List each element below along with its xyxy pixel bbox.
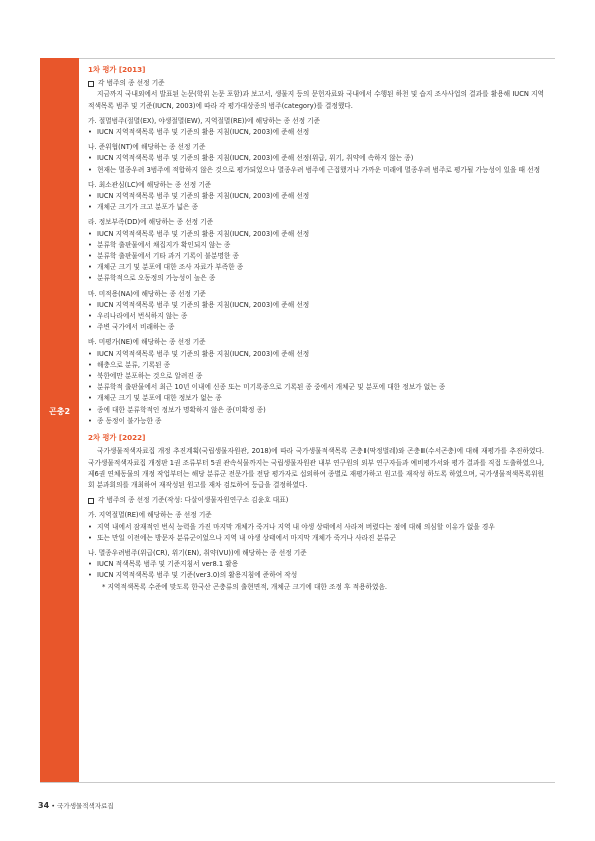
criteria-group-heading: 마. 미적용(NA)에 해당하는 종 선정 기준 [88,289,206,298]
section2-intro: 국가생물적색자료집 개정 추진계획(국립생물자원관, 2018)에 따라 국가생물적색목록 곤충Ⅱ(딱정벌레)와 곤충Ⅲ(수서곤충)에 대해 재평가를 추진하였다. 국가생물적색자료집 개정판 1권 조류부터 5권 관속식물까지는 국립생물자원관 내부 연구원의 외부 연구자들과 예비평가서와 평가 결과를 직접 도출하였으나, 제6권 연체동물의 개정 작업부터는 해당 분류군 전문가를 전담 평가자로 섭외하여 종별로 재평가하고 원고를 재작성 하도록 하였으며, 국가생물적색목록위원회 분과회의를 개최하여 재작성된 원고를 재차 검토하여 등급을 결정하였다. [88,447,544,489]
footer-separator: • [51,802,56,810]
section2-title: 2차 평가 [2022] [88,433,146,443]
criteria-group [88,337,544,427]
criteria-note: * 지역적색목록 수준에 맞도록 한국산 곤충류의 출현면적, 개체군 크기에 대한 조정 후 적용하였음. [102,582,388,591]
list-item: • 또는 만일 이전에는 방문자 분류군이었으나 지역 내 야생 상태에서 마지막 개체가 죽거나 사라진 분류군 [88,533,544,544]
sidebar-label: 곤충2 [48,407,71,416]
checkbox-square-icon [88,498,94,504]
page-footer [38,801,114,810]
list-item: • 개체군 크기 및 분포에 대한 조사 자료가 부족한 종 [88,262,544,273]
section2-groups [88,510,544,592]
list-item: • 분류학적으로 오동정의 가능성이 높은 종 [88,273,544,284]
criteria-group [88,217,544,284]
criteria-group-heading: 나. 멸종우려범주(위급(CR), 위기(EN), 취약(VU))에 해당하는 종 선정 기준 [88,548,307,557]
list-item: • 종 동정이 불가능한 종 [88,416,544,427]
criteria-group [88,548,544,593]
section1-title: 1차 평가 [2013] [88,65,146,74]
list-item: • 개체군 크기가 크고 분포가 넓은 종 [88,202,544,213]
category-sidebar [40,58,79,782]
list-item: • 분류학 출판물에서 채집지가 확인되지 않는 종 [88,240,544,251]
criteria-group-heading: 다. 최소관심(LC)에 해당하는 종 선정 기준 [88,180,212,189]
list-item: • IUCN 지역적색목록 범주 및 기준의 활용 지침(IUCN, 2003)에 준해 선정 [88,229,544,240]
criteria-group-heading: 나. 준위협(NT)에 해당하는 종 선정 기준 [88,143,206,152]
list-item: • IUCN 적색목록 범주 및 기준지침서 ver8.1 활용 [88,559,544,570]
list-item: • IUCN 지역적색목록 범주 및 기준의 활용 지침(IUCN, 2003)에 준해 선정(위급, 위기, 취약에 속하지 않는 종) [88,153,544,164]
criteria-group-heading: 바. 미평가(NE)에 해당하는 종 선정 기준 [88,338,206,347]
criteria-group-heading: 가. 지역절멸(RE)에 해당하는 종 선정 기준 [88,511,212,520]
criteria-group [88,142,544,176]
list-item: • IUCN 지역적색목록 범주 및 기준의 활용 지침(IUCN, 2003)에 준해 선정 [88,191,544,202]
list-item: • IUCN 지역적색목록 범주 및 기준의 활용 지침(IUCN, 2003)에 준해 선정 [88,349,544,360]
section1-criteria [88,78,544,89]
criteria-group [88,180,544,214]
section2-criteria [88,495,544,506]
footer-title: 국가생물적색자료집 [57,802,114,810]
list-item: • 주변 국가에서 비래하는 종 [88,322,544,333]
section1-criteria-label: 각 범주의 종 선정 기준 [98,79,165,88]
list-item: • 북한에만 분포하는 것으로 알려진 종 [88,371,544,382]
page-number: 34 [38,801,50,810]
criteria-group [88,510,544,544]
list-item: • 해충으로 분류, 기록된 종 [88,360,544,371]
list-item: • 분류학 출판물에서 기타 과거 기록이 불분명한 종 [88,251,544,262]
section2-criteria-label: 각 범주의 종 선정 기준(작성: 다살이생물자원연구소 김윤호 대표) [98,496,289,505]
list-item: • 분류학적 출판물에서 최근 10년 이내에 신종 또는 미기록종으로 기록된 종 중에서 개체군 및 분포에 대한 정보가 없는 종 [88,382,544,393]
criteria-group-heading: 가. 절멸범주(절멸(EX), 야생절멸(EW), 지역절멸(RE))에 해당하는 종 선정 기준 [88,116,321,125]
criteria-group [88,289,544,334]
section1-intro: 지금까지 국내외에서 발표된 논문(학위 논문 포함)과 보고서, 생물지 등의 문헌자료와 국내에서 수행된 하천 및 습지 조사사업의 결과를 활용해 IUCN 지역적색목록 범주 및 기준(IUCN, 2003)에 따라 각 평가대상종의 범주(category)를 결정했다. [88,90,544,110]
list-item: • 종에 대한 분류학적인 정보가 명확하지 않은 종(미확정 종) [88,405,544,416]
list-item: • IUCN 지역적색목록 범주 및 기준(ver3.0)의 활용지침에 준하여 작성 [88,570,544,581]
criteria-group [88,116,544,138]
list-item: • 현재는 멸종우려 3범주에 적합하지 않은 것으로 평가되었으나 멸종우려 범주에 근접했거나 가까운 미래에 멸종우려 범주로 평가될 가능성이 있을 때 선정 [88,165,544,176]
list-item: • IUCN 지역적색목록 범주 및 기준의 활용 지침(IUCN, 2003)에 준해 선정 [88,300,544,311]
list-item: • 우리나라에서 번식하지 않는 종 [88,311,544,322]
checkbox-square-icon [88,81,94,87]
criteria-group-heading: 라. 정보부족(DD)에 해당하는 종 선정 기준 [88,218,214,227]
list-item: • 개체군 크기 및 분포에 대한 정보가 없는 종 [88,393,544,404]
main-content [88,64,544,593]
section1-groups [88,116,544,427]
list-item: • IUCN 지역적색목록 범주 및 기준의 활용 지침(IUCN, 2003)에 준해 선정 [88,127,544,138]
list-item: • 지역 내에서 잠재적인 번식 능력을 가진 마지막 개체가 죽거나 지역 내 야생 상태에서 사라져 버렸다는 점에 대해 의심할 이유가 없을 경우 [88,522,544,533]
